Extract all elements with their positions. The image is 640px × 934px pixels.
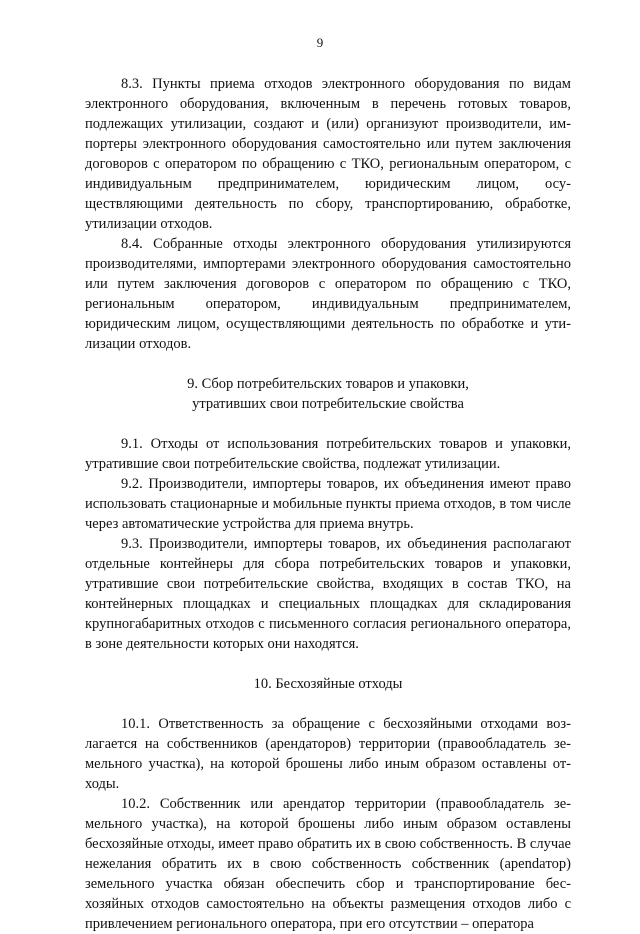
paragraph-9-1: 9.1. Отходы от использования потребительских товаров и упаковки, утратившие свои потребительские свойства, подлежат утилизации. (85, 436, 571, 472)
section-9-heading-line-1: 9. Сбор потребительских товаров и упаковки, (187, 376, 469, 392)
paragraph-9-3: 9.3. Производители, импортеры товаров, их объединения располагают отдельные контейнеры для сбора потребительских товаров и упаковки, утратившие свои потребительские свойства, входящих в состав ТКО, на контейнерных площадках и специальных площадках для складирования крупногабаритных отходов с письменного согласия регионального оператора, в зоне деятельности которых они находятся. (85, 536, 571, 652)
page-number: 9 (316, 35, 324, 50)
document-body (85, 74, 571, 934)
section-10-heading: 10. Бесхозяйные отходы (253, 676, 403, 692)
section-9-heading-line-2: утративших свои потребительские свойства (192, 396, 464, 412)
paragraph-8-3: 8.3. Пункты приема отходов электронного оборудования по видам электронного оборудования, включенным в перечень готовых товаров, подлежащих утилизации, создают и (или) организуют производители, импортеры электронного оборудования самостоятельно или путем заключения договоров с оператором по обращению с ТКО, региональным оператором, с индивидуальным предпринимателем, юридическим лицом, осуществляющими деятельность по сбору, транспортированию, обработке, утилизации отходов. (85, 76, 571, 232)
paragraph-10-1: 10.1. Ответственность за обращение с бесхозяйными отходами возлагается на собственников (арендаторов) территории (правообладатель земельного участка), на которой брошены либо иным образом оставлены отходы. (85, 716, 571, 792)
paragraph-8-4: 8.4. Собранные отходы электронного оборудования утилизируются производителями, импортерами электронного оборудования самостоятельно или путем заключения договоров с оператором по обращению с ТКО, региональным оператором, индивидуальным предпринимателем, юридическим лицом, осуществляющими деятельность по обработке и утилизации отходов. (85, 236, 571, 352)
paragraph-10-2: 10.2. Собственник или арендатор территории (правообладатель земельного участка), на которой брошены либо иным образом оставлены бесхозяйные отходы, имеет право обратить их в свою собственность. В случае нежелания обратить их в свою собственность собственник (арendaтор) земельного участка обязан обеспечить сбор и транспортирование бесхозяйных отходов самостоятельно на объекты размещения отходов либо с привлечением регионального оператора, при его отсутствии – оператора (85, 796, 571, 932)
paragraph-9-2: 9.2. Производители, импортеры товаров, их объединения имеют право использовать стационарные и мобильные пункты приема отходов, в том числе через автоматические устройства для приема внутрь. (85, 476, 571, 532)
